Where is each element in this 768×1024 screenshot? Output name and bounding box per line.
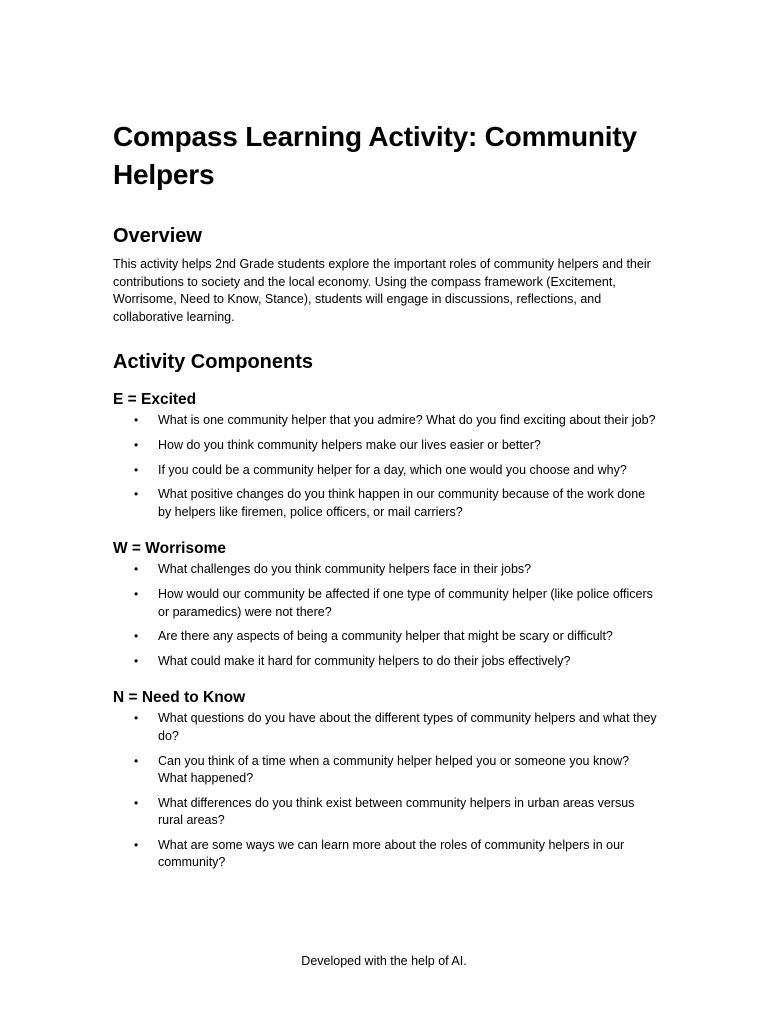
- list-item-text: What are some ways we can learn more about the roles of community helpers in our community?: [158, 837, 625, 870]
- section-heading: N = Need to Know: [113, 689, 246, 707]
- activity-components-heading: Activity Components: [113, 351, 314, 374]
- bullet-list: [113, 710, 658, 872]
- list-item: [113, 710, 658, 745]
- list-item: [113, 437, 658, 455]
- list-item-text: What differences do you think exist between community helpers in urban areas versus rural areas?: [158, 795, 635, 828]
- list-item: [113, 628, 658, 646]
- bullet-icon: •: [134, 413, 139, 428]
- footer-note: Developed with the help of AI.: [301, 954, 467, 968]
- section-worrisome: [113, 539, 658, 670]
- bullet-icon: •: [134, 711, 139, 726]
- bullet-icon: •: [134, 487, 139, 502]
- overview-paragraph: This activity helps 2nd Grade students explore the important roles of community helpers and their contributions to society and the local economy. Using the compass framework (Excitement, Worrisome, Need to Know, Stance), students will engage in discussions, reflections, and collaborative learning.: [113, 257, 651, 324]
- bullet-list: [113, 561, 658, 670]
- bullet-icon: •: [134, 462, 139, 477]
- list-item-text: What is one community helper that you admire? What do you find exciting about their job?: [158, 413, 656, 428]
- list-item: [113, 753, 658, 788]
- bullet-icon: •: [134, 629, 139, 644]
- section-excited: [113, 390, 658, 521]
- list-item: [113, 561, 658, 579]
- bullet-icon: •: [134, 562, 139, 577]
- list-item-text: What questions do you have about the different types of community helpers and what they do?: [158, 711, 657, 743]
- list-item-text: Are there any aspects of being a community helper that might be scary or difficult?: [158, 629, 613, 644]
- bullet-list: [113, 412, 658, 521]
- bullet-icon: •: [134, 837, 139, 852]
- list-item-text: How do you think community helpers make our lives easier or better?: [158, 437, 541, 452]
- list-item-text: What could make it hard for community helpers to do their jobs effectively?: [158, 653, 571, 668]
- list-item: [113, 486, 658, 521]
- overview-heading: Overview: [113, 225, 202, 247]
- list-item: [113, 462, 658, 480]
- list-item: [113, 412, 658, 430]
- list-item: [113, 795, 658, 830]
- list-item-text: What positive changes do you think happen in our community because of the work done by helpers like firemen, police officers, or mail carriers?: [158, 487, 646, 519]
- bullet-icon: •: [134, 653, 139, 668]
- list-item-text: How would our community be affected if one type of community helper (like police officers or paramedics) were not there?: [158, 586, 653, 619]
- list-item-text: What challenges do you think community helpers face in their jobs?: [158, 562, 532, 577]
- list-item: [113, 653, 658, 671]
- bullet-icon: •: [134, 795, 139, 810]
- section-heading: E = Excited: [113, 391, 197, 409]
- bullet-icon: •: [134, 437, 139, 452]
- list-item: [113, 837, 658, 872]
- list-item-text: Can you think of a time when a community helper helped you or someone you know? What happened?: [158, 753, 630, 786]
- document-page: [113, 118, 658, 890]
- section-need-to-know: [113, 688, 658, 872]
- list-item-text: If you could be a community helper for a day, which one would you choose and why?: [158, 462, 627, 477]
- section-heading: W = Worrisome: [113, 540, 226, 558]
- bullet-icon: •: [134, 586, 139, 601]
- bullet-icon: •: [134, 753, 139, 768]
- list-item: [113, 586, 658, 621]
- page-title: Compass Learning Activity: Community Helpers: [113, 121, 637, 190]
